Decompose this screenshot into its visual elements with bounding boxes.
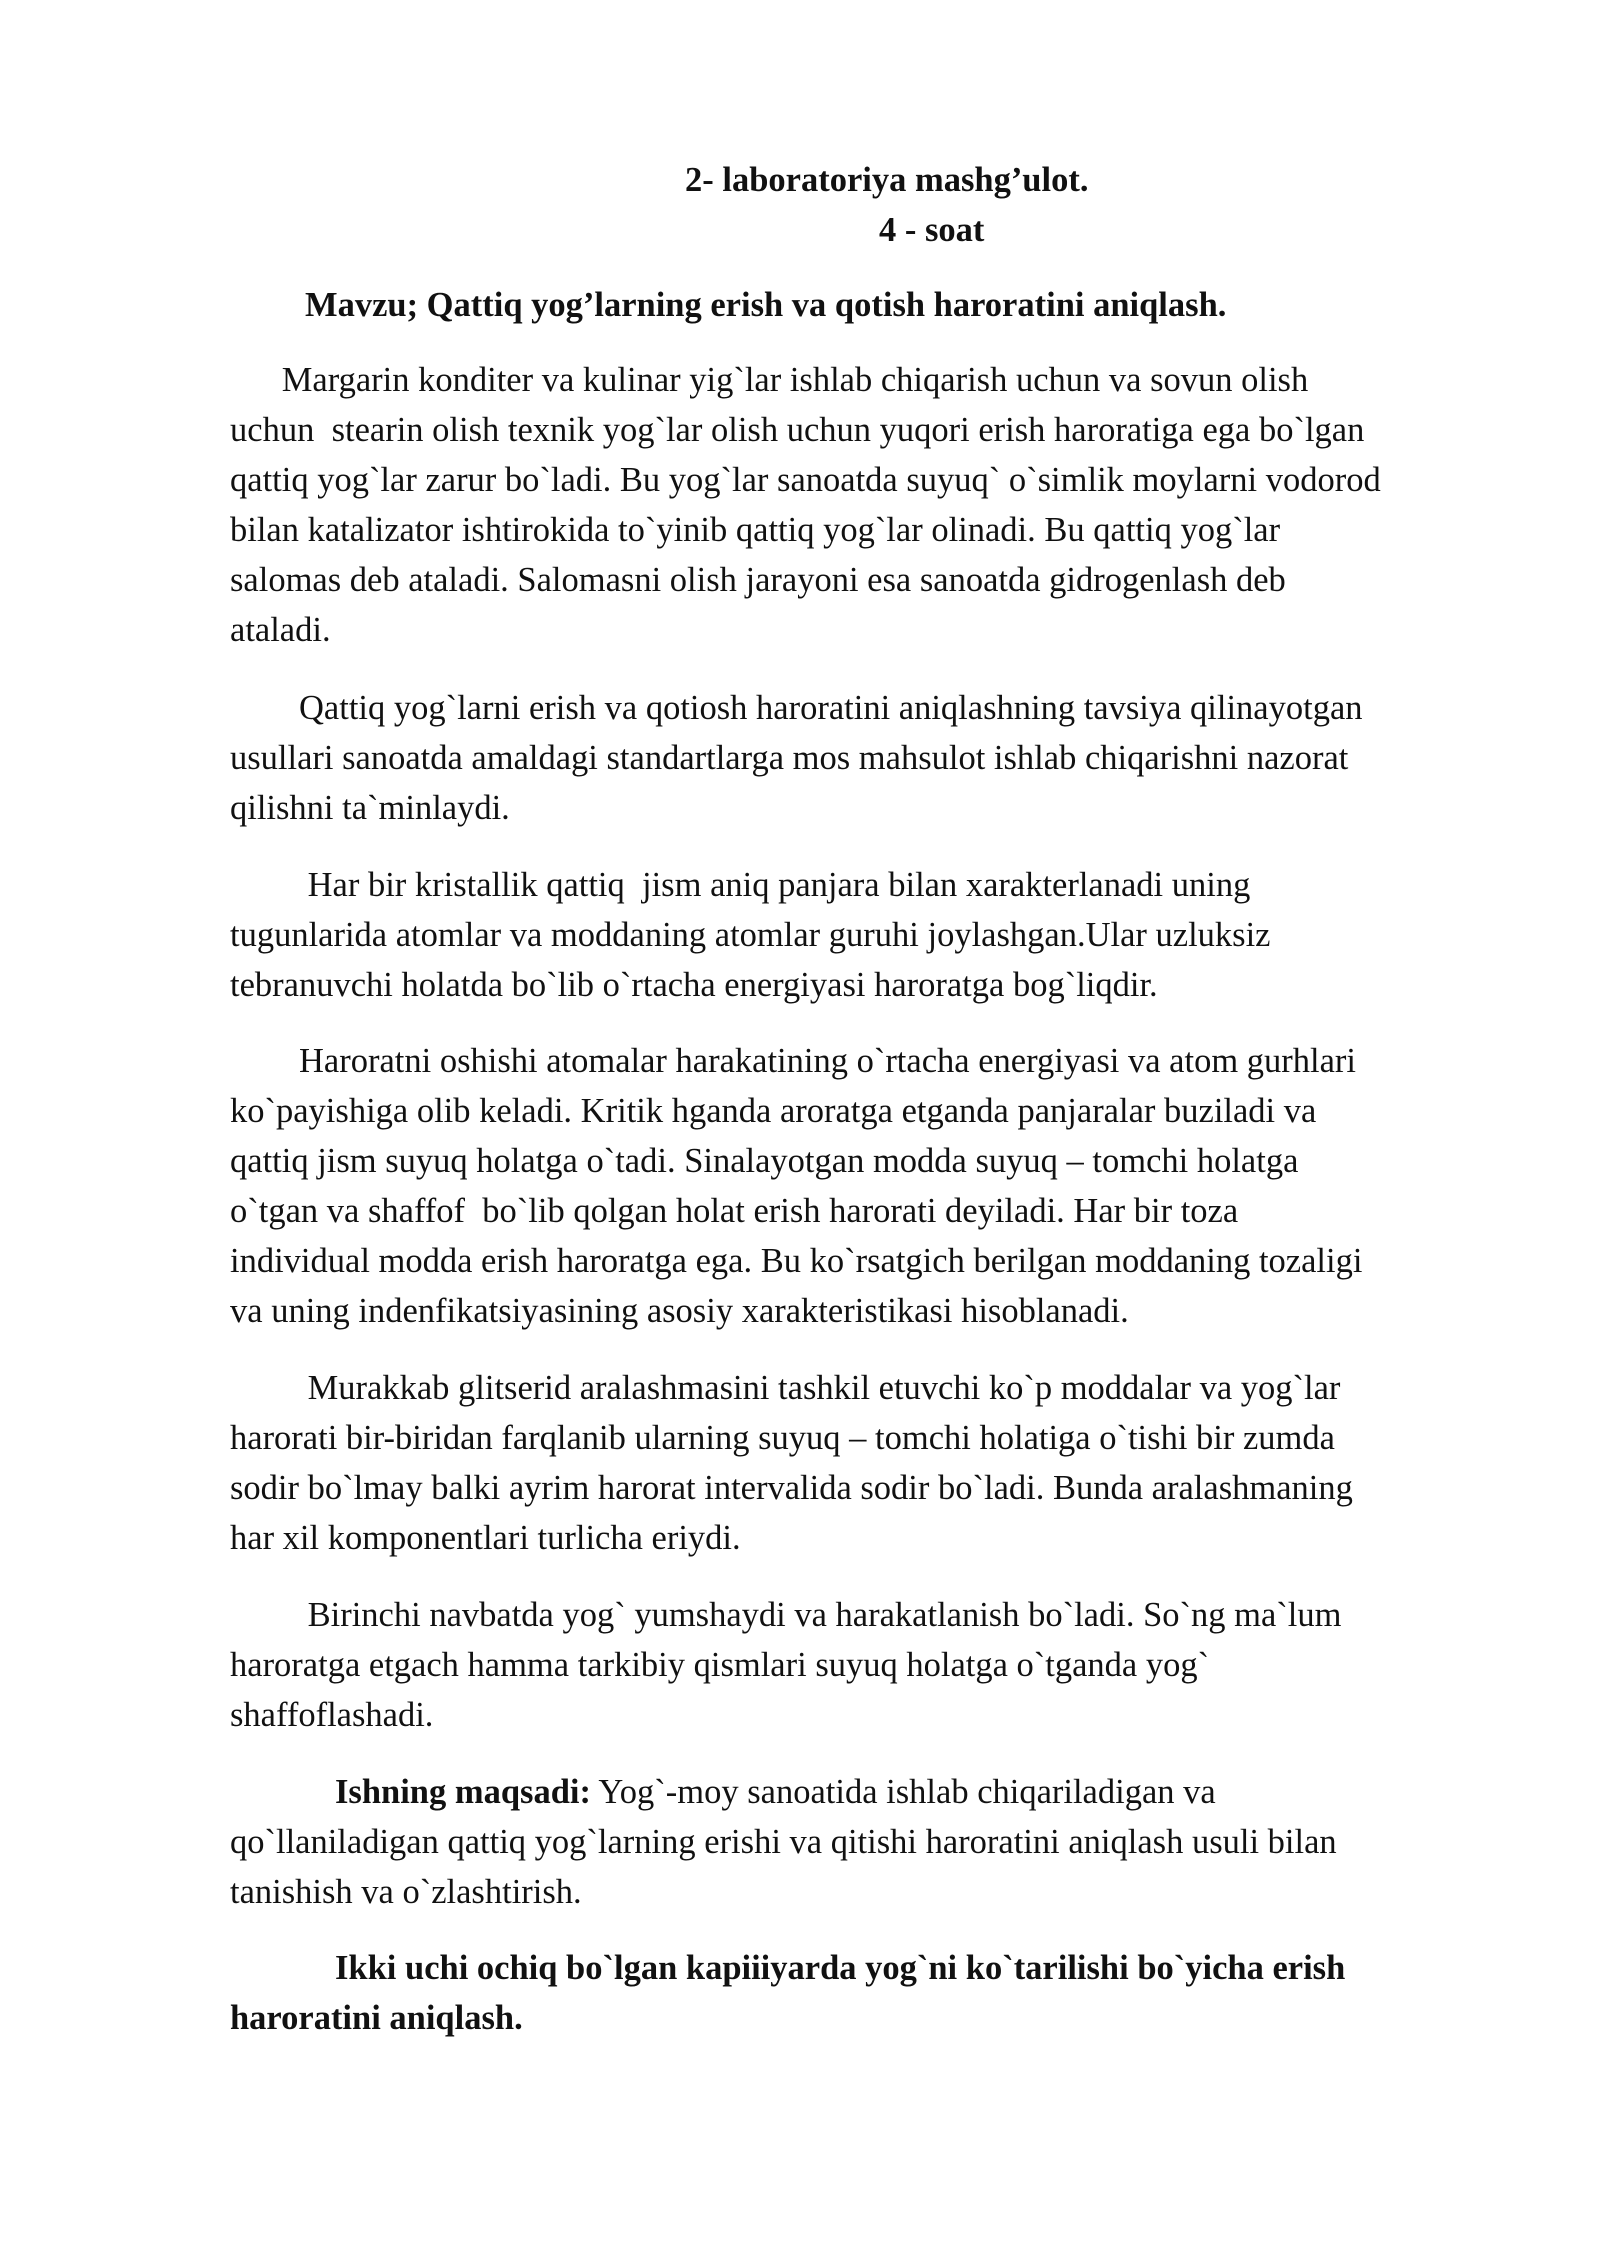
text-line: Haroratni oshishi atomalar harakatining o`rtacha energiyasi va atom gurhlari — [230, 1042, 1356, 1080]
text-line: o`tgan va shaffof bo`lib qolgan holat erish harorati deyiladi. Har bir toza — [230, 1192, 1239, 1230]
text-line: va uning indenfikatsiyasining asosiy xarakteristikasi hisoblanadi. — [230, 1292, 1129, 1330]
text-line: sodir bo`lmay balki ayrim harorat intervalida sodir bo`ladi. Bunda aralashmaning — [230, 1469, 1353, 1507]
text-line: qilishni ta`minlaydi. — [230, 789, 510, 827]
text-line: ko`payishiga olib keladi. Kritik hganda aroratga etganda panjaralar buziladi va — [230, 1092, 1317, 1130]
goal-paragraph — [230, 1767, 1530, 1917]
hours-label: 4 - soat — [879, 211, 985, 249]
paragraph-1 — [230, 355, 1530, 655]
text-line: bilan katalizator ishtirokida to`yinib qattiq yog`lar olinadi. Bu qattiq yog`lar — [230, 511, 1281, 549]
goal-label: Ishning maqsadi: — [335, 1773, 591, 1811]
text-line: qattiq yog`lar zarur bo`ladi. Bu yog`lar sanoatda suyuq` o`simlik moylarni vodorod — [230, 461, 1381, 499]
text-line: tugunlarida atomlar va moddaning atomlar guruhi joylashgan.Ular uzluksiz — [230, 916, 1271, 954]
text-line: uchun stearin olish texnik yog`lar olish uchun yuqori erish haroratiga ega bo`lgan — [230, 411, 1365, 449]
paragraph-5 — [230, 1363, 1530, 1563]
text-line: Margarin konditer va kulinar yig`lar ishlab chiqarish uchun va sovun olish — [230, 361, 1309, 399]
text-line: individual modda erish haroratga ega. Bu ko`rsatgich berilgan moddaning tozaligi — [230, 1242, 1363, 1280]
subheading-line-2: haroratini aniqlash. — [230, 1999, 523, 2037]
text-line: harorati bir-biridan farqlanib ularning suyuq – tomchi holatiga o`tishi bir zumda — [230, 1419, 1335, 1457]
text-line: har xil komponentlari turlicha eriydi. — [230, 1519, 741, 1557]
text-line: ataladi. — [230, 611, 331, 649]
text-line: shaffoflashadi. — [230, 1696, 434, 1734]
text-line: Murakkab glitserid aralashmasini tashkil etuvchi ko`p moddalar va yog`lar — [230, 1369, 1341, 1407]
paragraph-2 — [230, 683, 1530, 833]
text-line: haroratga etgach hamma tarkibiy qismlari suyuq holatga o`tganda yog` — [230, 1646, 1210, 1684]
text-line: qo`llaniladigan qattiq yog`larning erishi va qitishi haroratini aniqlash usuli bilan — [230, 1823, 1337, 1861]
text-line: Birinchi navbatda yog` yumshaydi va harakatlanish bo`ladi. So`ng ma`lum — [230, 1596, 1342, 1634]
text-line: usullari sanoatda amaldagi standartlarga mos mahsulot ishlab chiqarishni nazorat — [230, 739, 1349, 777]
topic-heading: Mavzu; Qattiq yog’larning erish va qotish haroratini aniqlash. — [305, 286, 1227, 324]
paragraph-4 — [230, 1036, 1530, 1336]
text-line: tebranuvchi holatda bo`lib o`rtacha energiyasi haroratga bog`liqdir. — [230, 966, 1158, 1004]
text-line: Qattiq yog`larni erish va qotiosh haroratini aniqlashning tavsiya qilinayotgan — [230, 689, 1363, 727]
text-line: Har bir kristallik qattiq jism aniq panjara bilan xarakterlanadi uning — [230, 866, 1251, 904]
text-line: qattiq jism suyuq holatga o`tadi. Sinalayotgan modda suyuq – tomchi holatga — [230, 1142, 1299, 1180]
subheading-line-1: Ikki uchi ochiq bo`lgan kapiiiyarda yog`ni ko`tarilishi bo`yicha erish — [335, 1949, 1346, 1987]
goal-text: Yog`-moy sanoatida ishlab chiqariladigan va — [591, 1773, 1216, 1811]
lab-title: 2- laboratoriya mashg’ulot. — [685, 161, 1089, 199]
subheading — [230, 1943, 1530, 2043]
goal-line-1 — [230, 1767, 1530, 1817]
text-line: salomas deb ataladi. Salomasni olish jarayoni esa sanoatda gidrogenlash deb — [230, 561, 1286, 599]
paragraph-6 — [230, 1590, 1530, 1740]
text-line: tanishish va o`zlashtirish. — [230, 1873, 582, 1911]
paragraph-3 — [230, 860, 1530, 1010]
